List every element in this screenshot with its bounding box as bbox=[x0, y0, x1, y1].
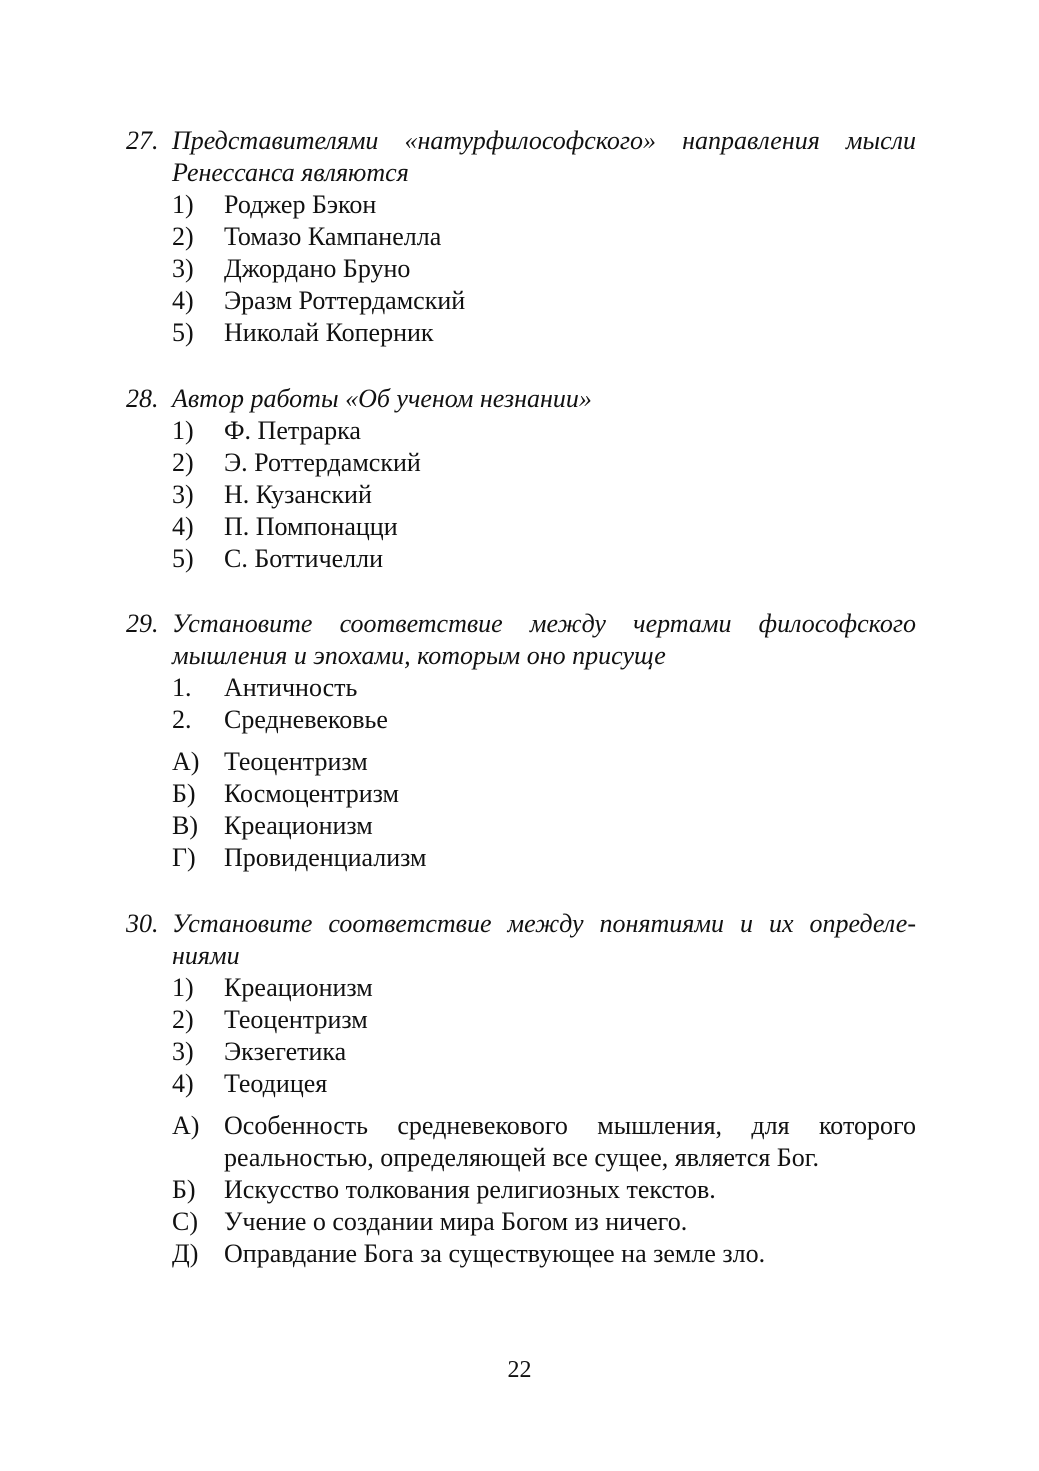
question-text bbox=[126, 125, 916, 189]
option-text: Теодицея bbox=[224, 1069, 328, 1098]
question-number: 28. bbox=[126, 384, 159, 413]
answer-item bbox=[172, 842, 916, 874]
options-list bbox=[126, 672, 916, 736]
question-28 bbox=[126, 383, 916, 575]
question-text bbox=[126, 383, 916, 415]
option-marker: 4) bbox=[172, 512, 194, 541]
option-item bbox=[172, 189, 916, 221]
option-text: П. Помпонацци bbox=[224, 512, 398, 541]
spacer bbox=[126, 736, 916, 746]
option-marker: 2) bbox=[172, 1005, 194, 1034]
options-list bbox=[126, 415, 916, 575]
options-list bbox=[126, 189, 916, 349]
answer-marker: Б) bbox=[172, 1175, 196, 1204]
option-text: Э. Роттердамский bbox=[224, 448, 421, 477]
option-item bbox=[172, 543, 916, 575]
answer-text: Особенность средневекового мышления, для которого реальностью, определяющей все сущее, является Бог. bbox=[224, 1111, 916, 1172]
answer-marker: А) bbox=[172, 1111, 200, 1140]
option-item bbox=[172, 317, 916, 349]
answer-item bbox=[172, 778, 916, 810]
question-prompt: Представителями «натурфилософского» направления мысли Ренессанса являются bbox=[172, 126, 916, 187]
option-item bbox=[172, 704, 916, 736]
option-marker: 5) bbox=[172, 318, 194, 347]
option-item bbox=[172, 1068, 916, 1100]
answer-item bbox=[172, 1206, 916, 1238]
answer-text: Космоцентризм bbox=[224, 779, 400, 808]
question-prompt: Установите соответствие между понятиями и их определе-ниями bbox=[172, 909, 916, 970]
answer-item bbox=[172, 810, 916, 842]
option-marker: 3) bbox=[172, 254, 194, 283]
question-prompt: Автор работы «Об ученом незнании» bbox=[172, 384, 592, 413]
option-text: Ф. Петрарка bbox=[224, 416, 361, 445]
option-item bbox=[172, 221, 916, 253]
option-text: Н. Кузанский bbox=[224, 480, 372, 509]
question-number: 27. bbox=[126, 126, 159, 155]
answers-list bbox=[126, 746, 916, 874]
option-text: Томазо Кампанелла bbox=[224, 222, 442, 251]
options-list bbox=[126, 972, 916, 1100]
answer-item bbox=[172, 1110, 916, 1174]
option-marker: 4) bbox=[172, 286, 194, 315]
option-text: Экзегетика bbox=[224, 1037, 347, 1066]
answer-text: Теоцентризм bbox=[224, 747, 368, 776]
option-item bbox=[172, 1004, 916, 1036]
answer-item bbox=[172, 1238, 916, 1270]
question-29 bbox=[126, 608, 916, 874]
question-text bbox=[126, 908, 916, 972]
option-marker: 5) bbox=[172, 544, 194, 573]
option-text: С. Боттичелли bbox=[224, 544, 384, 573]
option-text: Эразм Роттердамский bbox=[224, 286, 466, 315]
question-number: 30. bbox=[126, 909, 159, 938]
page-number: 22 bbox=[507, 1357, 532, 1383]
question-27 bbox=[126, 125, 916, 349]
option-marker: 2) bbox=[172, 222, 194, 251]
option-marker: 3) bbox=[172, 480, 194, 509]
question-prompt: Установите соответствие между чертами философского мышления и эпохами, которым оно присуще bbox=[172, 609, 916, 670]
answer-text: Искусство толкования религиозных текстов. bbox=[224, 1175, 716, 1204]
answers-list bbox=[126, 1110, 916, 1270]
answer-marker: Г) bbox=[172, 843, 196, 872]
option-item bbox=[172, 479, 916, 511]
option-marker: 1) bbox=[172, 416, 194, 445]
question-number: 29. bbox=[126, 609, 159, 638]
question-30 bbox=[126, 908, 916, 1270]
option-item bbox=[172, 253, 916, 285]
answer-marker: А) bbox=[172, 747, 200, 776]
option-marker: 1) bbox=[172, 973, 194, 1002]
answer-text: Креационизм bbox=[224, 811, 373, 840]
option-item bbox=[172, 415, 916, 447]
option-text: Роджер Бэкон bbox=[224, 190, 377, 219]
answer-item bbox=[172, 746, 916, 778]
option-marker: 1) bbox=[172, 190, 194, 219]
option-marker: 2. bbox=[172, 705, 192, 734]
option-text: Джордано Бруно bbox=[224, 254, 411, 283]
option-text: Античность bbox=[224, 673, 358, 702]
option-text: Николай Коперник bbox=[224, 318, 434, 347]
option-item bbox=[172, 447, 916, 479]
option-text: Креационизм bbox=[224, 973, 373, 1002]
answer-marker: Б) bbox=[172, 779, 196, 808]
option-item bbox=[172, 511, 916, 543]
spacer bbox=[126, 1100, 916, 1110]
option-marker: 3) bbox=[172, 1037, 194, 1066]
option-marker: 1. bbox=[172, 673, 192, 702]
question-text bbox=[126, 608, 916, 672]
option-item bbox=[172, 672, 916, 704]
option-marker: 4) bbox=[172, 1069, 194, 1098]
answer-marker: Д) bbox=[172, 1239, 199, 1268]
answer-marker: С) bbox=[172, 1207, 198, 1236]
option-marker: 2) bbox=[172, 448, 194, 477]
answer-text: Оправдание Бога за существующее на земле зло. bbox=[224, 1239, 766, 1268]
answer-marker: В) bbox=[172, 811, 198, 840]
answer-item bbox=[172, 1174, 916, 1206]
option-text: Средневековье bbox=[224, 705, 388, 734]
option-item bbox=[172, 1036, 916, 1068]
option-item bbox=[172, 285, 916, 317]
answer-text: Провиденциализм bbox=[224, 843, 427, 872]
answer-text: Учение о создании мира Богом из ничего. bbox=[224, 1207, 688, 1236]
option-item bbox=[172, 972, 916, 1004]
option-text: Теоцентризм bbox=[224, 1005, 368, 1034]
